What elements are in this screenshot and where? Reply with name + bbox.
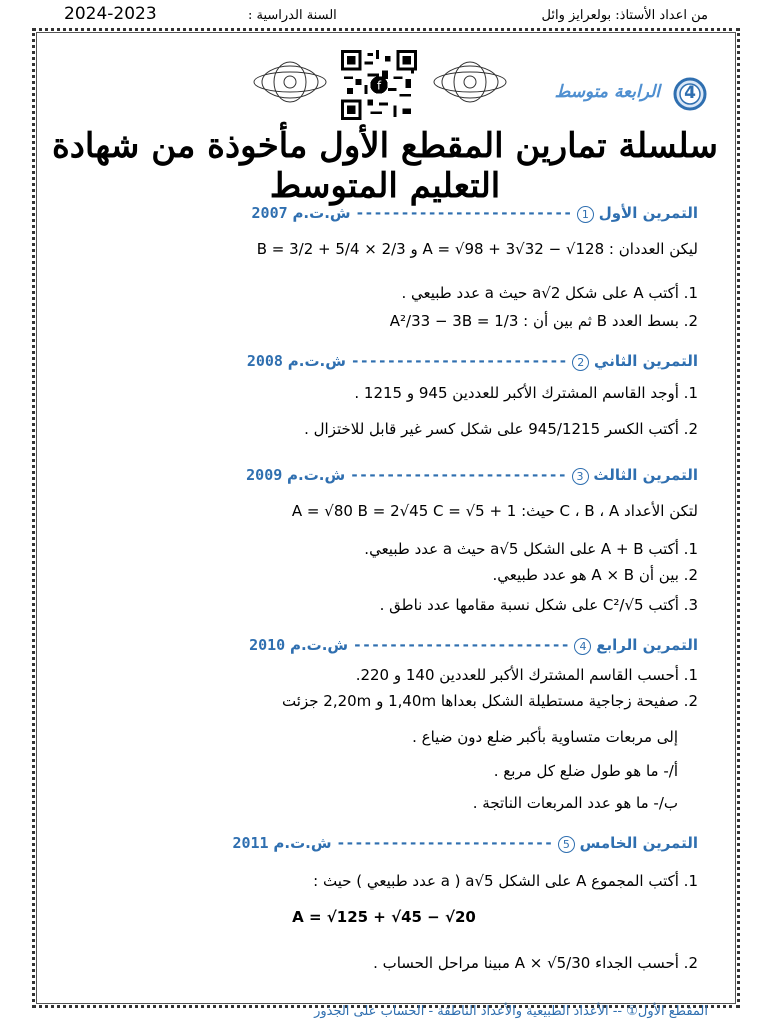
exercise-1-number: 1	[577, 206, 594, 223]
exercise-2-header	[70, 352, 698, 371]
exercise-1-year: 2007	[251, 204, 288, 222]
exercise-4-header	[70, 636, 698, 655]
exercise-5-header	[70, 834, 698, 853]
exercise-1-line-1: ليكن العددان : A = √98 + 3√32 − √128 و B = 3/2 + 5/4 × 2/3	[256, 240, 698, 258]
exercise-3-source: ش.ت.م	[287, 466, 346, 484]
exercise-2-line-2: 2. أكتب الكسر 945/1215 على شكل كسر غير قابل للاختزال .	[304, 420, 698, 438]
exercise-3-line-3: 2. بين أن A × B هو عدد طبيعي.	[492, 566, 698, 584]
exercise-1-header	[70, 204, 698, 223]
exercise-5-line-2: A = √125 + √45 − √20	[292, 908, 476, 926]
exercise-1-dashes: ------------------------	[355, 204, 573, 222]
exercise-5-line-1: 1. أكتب المجموع A على الشكل a√5 ( a عدد طبيعي ) حيث :	[313, 872, 698, 890]
svg-text:f: f	[376, 78, 382, 93]
exercise-1-source: ش.ت.م	[292, 204, 351, 222]
exercise-1-line-2: 1. أكتب A على شكل a√2 حيث a عدد طبيعي .	[401, 284, 698, 302]
exercise-2-number: 2	[572, 354, 589, 371]
level-badge-number: 4	[684, 83, 696, 103]
exercise-1-heading: التمرين الأول	[598, 204, 698, 222]
school-year-label: السنة الدراسية :	[248, 8, 337, 23]
exercise-3-year: 2009	[246, 466, 283, 484]
exercise-4-line-2: 2. صفيحة زجاجية مستطيلة الشكل بعداها 1,40m و 2,20m جزئت	[282, 692, 698, 710]
qr-code-icon	[340, 50, 418, 120]
school-year: 2024-2023	[64, 4, 157, 24]
exercise-3-line-4: 3. أكتب C²/√5 على شكل نسبة مقامها عدد ناطق .	[379, 596, 698, 614]
exercise-3-header	[70, 466, 698, 485]
exercise-5-dashes: ------------------------	[336, 834, 554, 852]
exercise-1-line-3: 2. بسط العدد B ثم بين أن : A²/33 − 3B = 1/3	[389, 312, 698, 330]
exercise-4-heading: التمرين الرابع	[596, 636, 698, 654]
exercise-2-line-1: 1. أوجد القاسم المشترك الأكبر للعددين 945 و 1215 .	[354, 384, 698, 402]
exercise-4-source: ش.ت.م	[289, 636, 349, 654]
exercise-2-heading: التمرين الثاني	[594, 352, 698, 370]
exercise-3-heading: التمرين الثالث	[593, 466, 698, 484]
exercise-5-source: ش.ت.م	[273, 834, 332, 852]
exercise-2-year: 2008	[246, 352, 283, 370]
exercise-4-dashes: ------------------------	[352, 636, 570, 654]
exercise-4-line-5: ب/- ما هو عدد المربعات الناتجة .	[472, 794, 678, 812]
level-badge-text: الرابعة متوسط	[554, 82, 660, 102]
exercise-5-line-3: 2. أحسب الجداء A × √5/30 مبينا مراحل الحساب .	[373, 954, 698, 972]
exercise-4-year: 2010	[249, 636, 286, 654]
exercise-4-number: 4	[574, 638, 591, 655]
exercise-3-line-2: 1. أكتب A + B على الشكل a√5 حيث a عدد طبيعي.	[364, 540, 698, 558]
author-line: من اعداد الأستاذ: بولعرايز وائل	[541, 8, 708, 23]
exercise-5-heading: التمرين الخامس	[579, 834, 698, 852]
page-title: سلسلة تمارين المقطع الأول مأخوذة من شهادة التعليم المتوسط	[51, 126, 719, 206]
exercise-2-dashes: ------------------------	[350, 352, 568, 370]
exercise-3-number: 3	[572, 468, 589, 485]
exercise-4-line-4: أ/- ما هو طول ضلع كل مربع .	[493, 762, 678, 780]
exercise-2-source: ش.ت.م	[287, 352, 346, 370]
exercise-3-line-1: لتكن الأعداد C ، B ، A حيث: A = √80 B = 2√45 C = √5 + 1	[291, 502, 698, 520]
left-ornament-icon	[250, 58, 330, 106]
exercise-3-dashes: ------------------------	[350, 466, 567, 484]
exercise-5-year: 2011	[232, 834, 269, 852]
exercise-4-line-1: 1. أحسب القاسم المشترك الأكبر للعددين 140 و 220.	[355, 666, 698, 684]
right-ornament-icon	[430, 58, 510, 106]
exercise-5-number: 5	[558, 836, 575, 853]
footer-chapter: المقطع الأول① -- الأعداد الطبيعية والأعداد الناطقة - الحساب على الجذور	[314, 1004, 708, 1019]
exercise-4-line-3: إلى مربعات متساوية بأكبر ضلع دون ضياع .	[412, 728, 678, 746]
